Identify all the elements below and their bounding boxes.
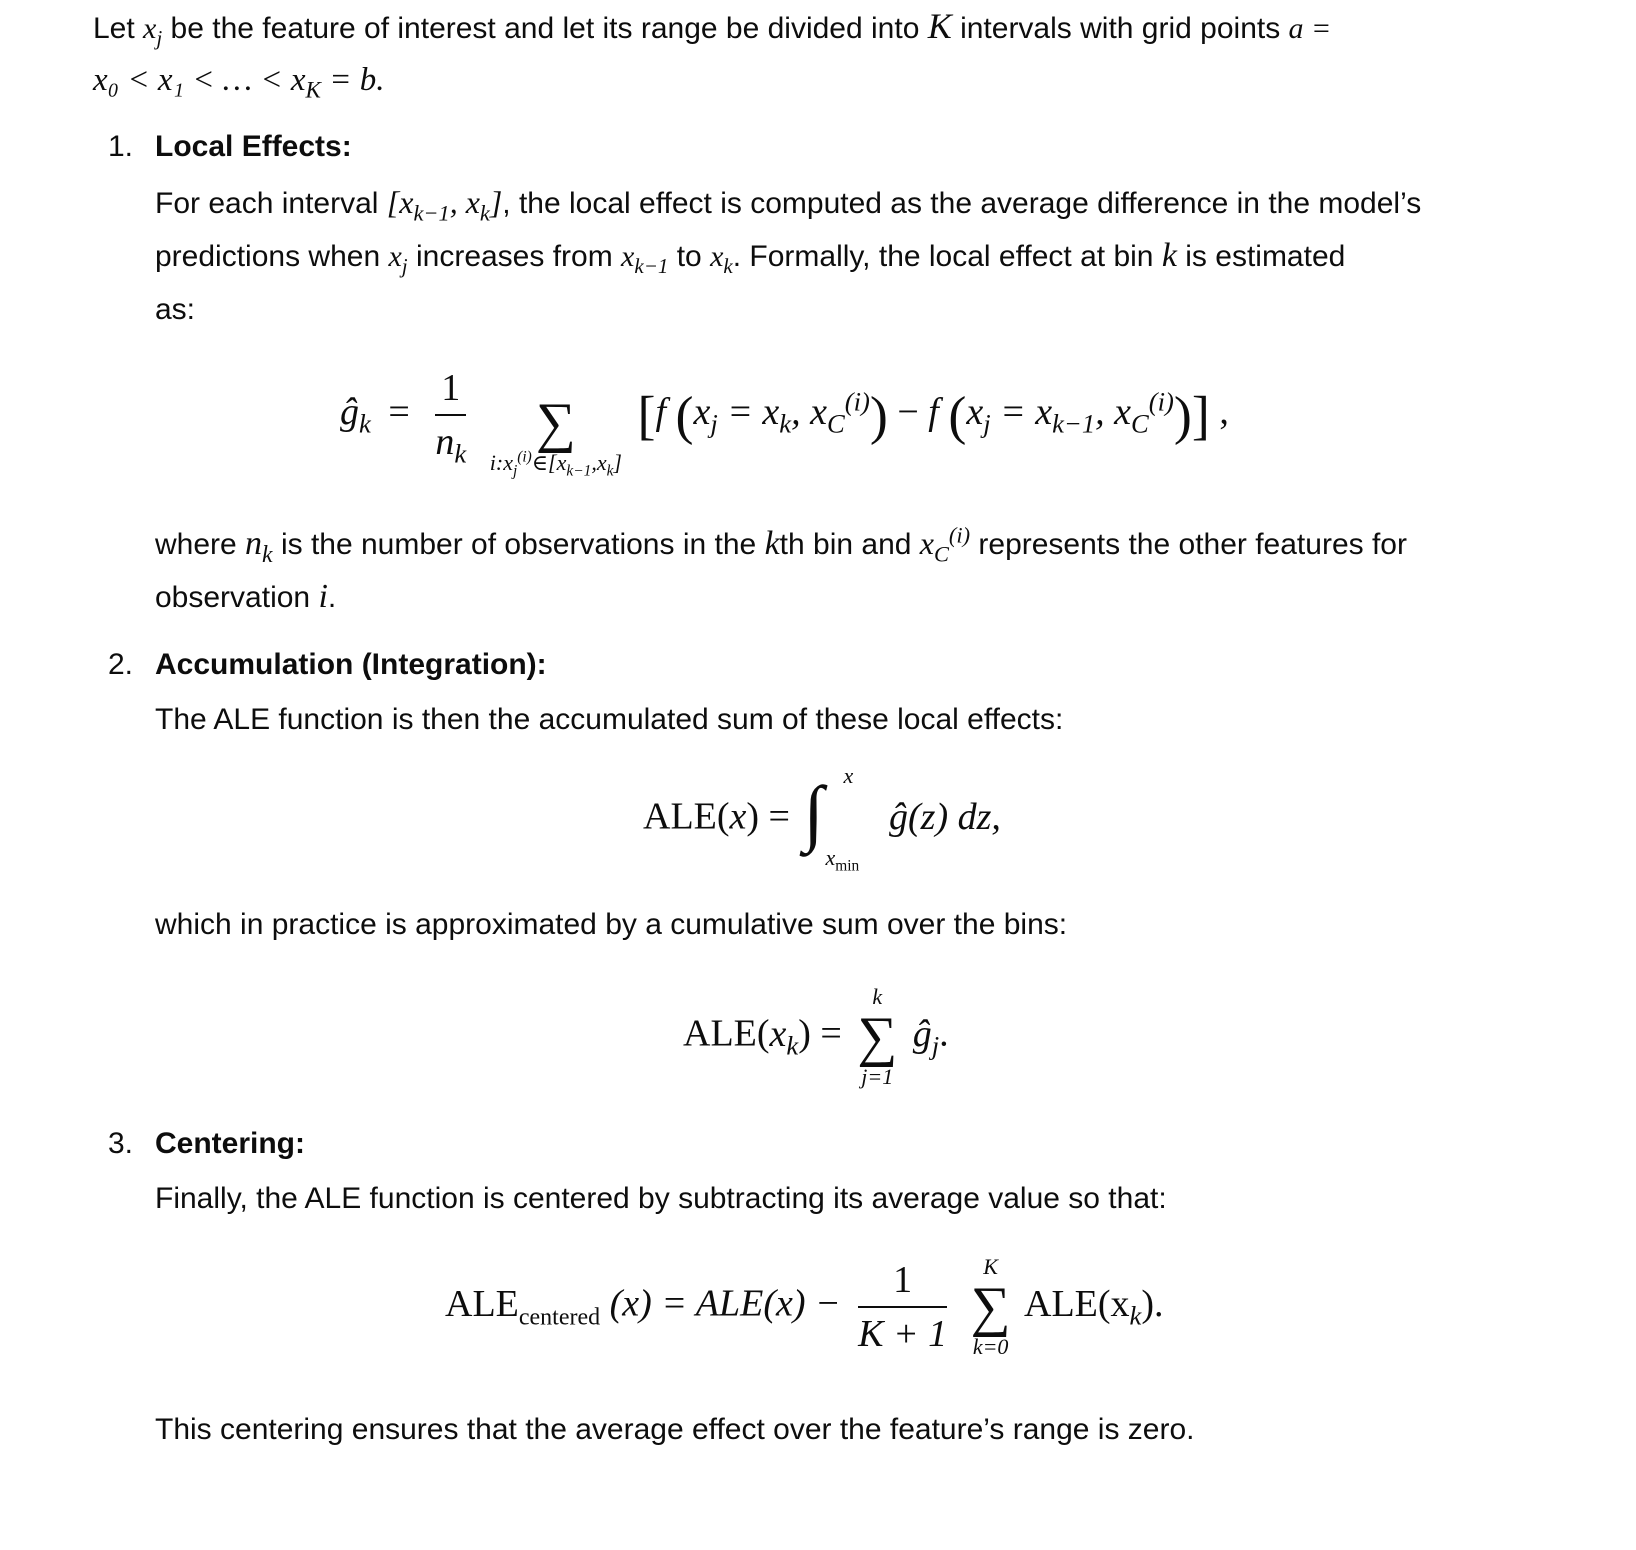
sum-symbol: ∑ [857, 1006, 898, 1068]
sum-lower-limit: $i:x_j^{(i)}\in[x_{k-1},x_k]$ [489, 448, 622, 480]
numerator: 1 [858, 1258, 947, 1308]
step2-mid: which in practice is approximated by a cumulative sum over the bins: [155, 908, 1068, 941]
intro-line-1 [93, 6, 1331, 49]
sum-symbol: ∑ [970, 1276, 1011, 1338]
sum-operator [971, 1255, 1011, 1359]
math-xC-i: $x_C^{(i)}$ [919, 522, 971, 567]
intro-line-2 [93, 60, 385, 103]
comma: , [1219, 390, 1229, 433]
equals: = [388, 390, 410, 433]
math-K: K [927, 6, 952, 46]
step1-after-line-1 [155, 522, 1407, 568]
text: is the number of observations in the [272, 528, 765, 561]
text: to [668, 240, 711, 273]
text: For each interval [155, 187, 387, 220]
fraction-1-over-nk [435, 366, 467, 469]
integrand: ĝ(z) dz, [889, 795, 1001, 838]
intro-text: Let [93, 12, 144, 45]
text: is estimated [1176, 240, 1346, 273]
intro-text: be the feature of interest and let its range be divided into [162, 12, 928, 45]
step-number-3: 3. [108, 1127, 134, 1160]
math-xj: $x_j$ [143, 12, 163, 50]
step1-para-line-3: as: [155, 293, 196, 326]
math-a: a = [1288, 12, 1332, 45]
text: observation [155, 581, 319, 614]
fraction-1-over-K-plus-1 [858, 1258, 947, 1356]
equation-ale-centered [445, 1255, 1164, 1359]
math-xk: $x_k$ [710, 240, 733, 278]
sum-body: $ĝ_j$ [912, 1012, 940, 1061]
sum-operator [857, 985, 897, 1089]
text: where [155, 528, 246, 561]
math-xj: $x_j$ [388, 240, 408, 278]
equation-ale-integral [643, 763, 1001, 875]
math-xk-1: $x_{k-1}$ [621, 240, 669, 278]
step-title-local-effects: Local Effects: [155, 130, 352, 163]
ale-xk: $ALE(x_k)$ = [683, 1012, 842, 1061]
math-ghat-k: $ĝ_k$ [340, 390, 371, 439]
sum-lower: k=0 [972, 1334, 1009, 1359]
math-i: i [318, 578, 328, 615]
text: predictions when [155, 240, 389, 273]
equation-body: [f ($x_j = x_k$, $x_C^{(i)}) - f$ ($x_j = x_{k-1}$, $x_C^{(i)}$)] [637, 385, 1210, 445]
math-k: k [764, 525, 780, 562]
sum-upper: K [983, 1254, 998, 1279]
step2-para: The ALE function is then the accumulated sum of these local effects: [155, 703, 1064, 736]
text: increases from [407, 240, 622, 273]
text: represents the other features for [970, 528, 1407, 561]
step3-closing: This centering ensures that the average effect over the feature’s range is zero. [155, 1413, 1195, 1446]
equation-ale-sum [683, 985, 949, 1089]
denominator: K + 1 [858, 1313, 948, 1355]
step-number-2: 2. [108, 648, 134, 681]
integral-lower: $x_{min}$ [825, 845, 860, 875]
intro-text: intervals with grid points [951, 12, 1289, 45]
text: , the local effect is computed as the average difference in the model’s [502, 187, 1422, 220]
text: th bin and [779, 528, 920, 561]
integral-upper: x [843, 763, 854, 788]
step1-after-line-2 [155, 577, 336, 618]
math-grid-points: x₀ < x₁ < … < x [93, 62, 306, 98]
sum-body: $ALE(x_k)$. [1024, 1282, 1164, 1331]
sum-operator [489, 392, 622, 480]
sum-upper: k [872, 984, 883, 1009]
numerator: 1 [435, 366, 466, 416]
step3-para: Finally, the ALE function is centered by subtracting its average value so that: [155, 1182, 1167, 1215]
math-nk: $n_k$ [245, 525, 273, 568]
sum-lower: j=1 [861, 1064, 894, 1089]
step1-para-line-1 [155, 182, 1421, 224]
ale-centered-rhs: (x) = ALE(x) − [609, 1282, 841, 1325]
equation-local-effect [340, 355, 1229, 480]
math-interval: [$x_{k-1}$, $x_k$] [386, 184, 503, 226]
sum-symbol: ∑ [535, 392, 576, 454]
text: . [327, 581, 337, 614]
integral-operator [800, 763, 870, 875]
ale-centered-lhs: $ALE_{centered}$ [445, 1282, 601, 1331]
period: . [939, 1012, 949, 1055]
math-k: k [1161, 237, 1177, 274]
step-title-accumulation: Accumulation (Integration): [155, 648, 547, 681]
text: . Formally, the local effect at bin [732, 240, 1162, 273]
step-number-1: 1. [108, 130, 134, 163]
integral-symbol: ∫ [803, 772, 824, 854]
step-title-centering: Centering: [155, 1127, 305, 1160]
ale-lhs: ALE(x) = [643, 795, 790, 838]
denominator: $n_k$ [435, 421, 467, 469]
math-sub: K [305, 76, 321, 103]
step1-para-line-2 [155, 236, 1345, 277]
math-text: = b. [320, 62, 385, 98]
